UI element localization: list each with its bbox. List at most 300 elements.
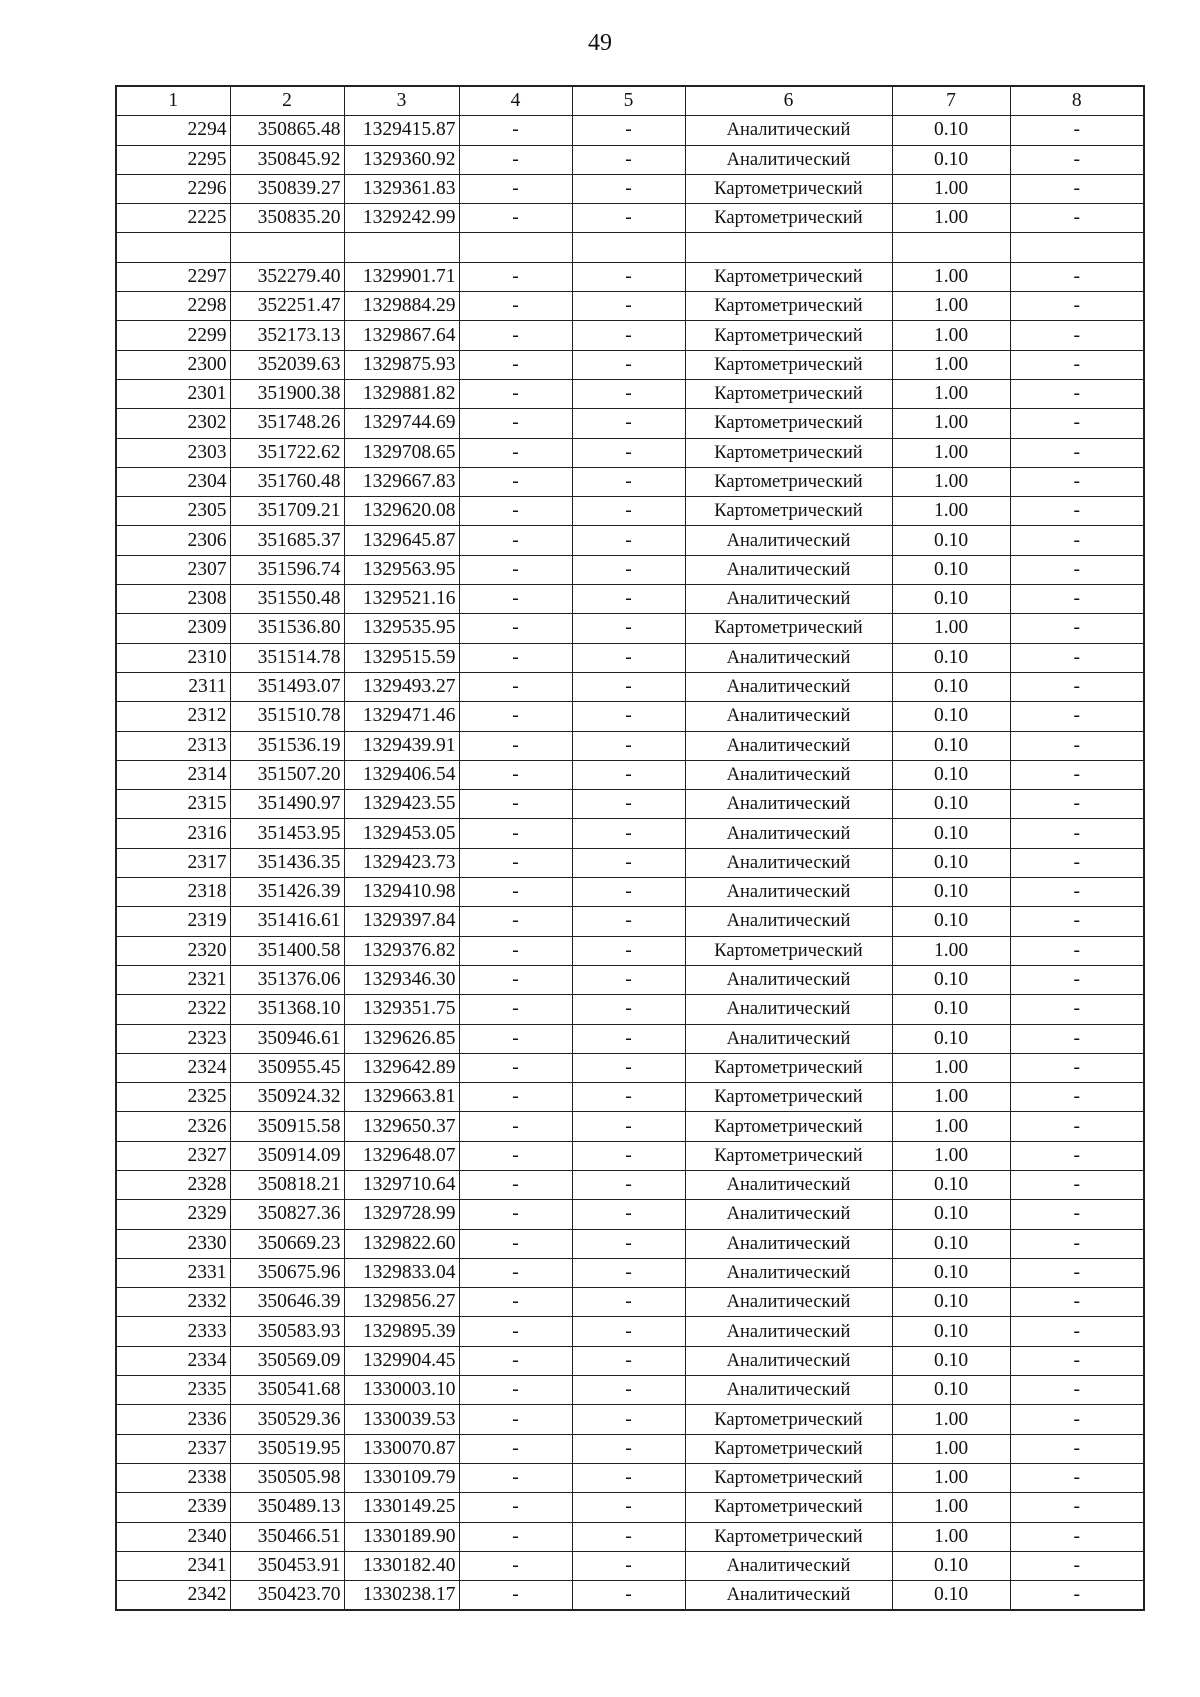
col5-cell: - xyxy=(572,848,685,877)
header-row xyxy=(116,86,1144,116)
accuracy-cell: 1.00 xyxy=(892,204,1010,233)
method-cell: Картометрический xyxy=(685,262,892,291)
x-coordinate-cell: 351493.07 xyxy=(230,672,344,701)
y-coordinate-cell: 1329242.99 xyxy=(344,204,459,233)
x-coordinate-cell: 351748.26 xyxy=(230,409,344,438)
method-cell: Аналитический xyxy=(685,1581,892,1611)
col8-cell: - xyxy=(1010,1053,1144,1082)
y-coordinate-cell: 1329360.92 xyxy=(344,145,459,174)
point-number-cell: 2297 xyxy=(116,262,230,291)
col5-cell: - xyxy=(572,409,685,438)
x-coordinate-cell: 350924.32 xyxy=(230,1083,344,1112)
col8-cell: - xyxy=(1010,731,1144,760)
point-number-cell: 2317 xyxy=(116,848,230,877)
y-coordinate-cell: 1329493.27 xyxy=(344,672,459,701)
y-coordinate-cell: 1329648.07 xyxy=(344,1141,459,1170)
y-coordinate-cell: 1329453.05 xyxy=(344,819,459,848)
table-row xyxy=(116,409,1144,438)
point-number-cell: 2299 xyxy=(116,321,230,350)
accuracy-cell: 0.10 xyxy=(892,672,1010,701)
table-row xyxy=(116,145,1144,174)
y-coordinate-cell: 1330070.87 xyxy=(344,1434,459,1463)
x-coordinate-cell: 350675.96 xyxy=(230,1258,344,1287)
col5-cell: - xyxy=(572,1053,685,1082)
method-cell: Аналитический xyxy=(685,1258,892,1287)
x-coordinate-cell: 351400.58 xyxy=(230,936,344,965)
col8-cell: - xyxy=(1010,643,1144,672)
y-coordinate-cell: 1329744.69 xyxy=(344,409,459,438)
x-coordinate-cell: 351536.19 xyxy=(230,731,344,760)
x-coordinate-cell: 351507.20 xyxy=(230,760,344,789)
point-number-cell: 2318 xyxy=(116,878,230,907)
col5-cell: - xyxy=(572,1493,685,1522)
method-cell: Картометрический xyxy=(685,1463,892,1492)
method-cell: Аналитический xyxy=(685,878,892,907)
col4-cell: - xyxy=(459,1053,572,1082)
y-coordinate-cell: 1329867.64 xyxy=(344,321,459,350)
col4-cell: - xyxy=(459,614,572,643)
y-coordinate-cell: 1330182.40 xyxy=(344,1551,459,1580)
x-coordinate-cell: 352039.63 xyxy=(230,350,344,379)
x-coordinate-cell: 350646.39 xyxy=(230,1288,344,1317)
col8-cell: - xyxy=(1010,1522,1144,1551)
accuracy-cell: 1.00 xyxy=(892,321,1010,350)
accuracy-cell: 1.00 xyxy=(892,438,1010,467)
col4-cell: - xyxy=(459,1024,572,1053)
method-cell: Картометрический xyxy=(685,1141,892,1170)
method-cell: Аналитический xyxy=(685,1170,892,1199)
x-coordinate-cell: 352279.40 xyxy=(230,262,344,291)
accuracy-cell: 1.00 xyxy=(892,1463,1010,1492)
col8-cell: - xyxy=(1010,1346,1144,1375)
col8-cell: - xyxy=(1010,1141,1144,1170)
accuracy-cell: 1.00 xyxy=(892,1434,1010,1463)
table-row xyxy=(116,526,1144,555)
col4-cell: - xyxy=(459,1170,572,1199)
y-coordinate-cell: 1329415.87 xyxy=(344,116,459,145)
col8-cell: - xyxy=(1010,702,1144,731)
accuracy-cell: 0.10 xyxy=(892,731,1010,760)
y-coordinate-cell: 1330149.25 xyxy=(344,1493,459,1522)
col5-cell: - xyxy=(572,438,685,467)
x-coordinate-cell: 350835.20 xyxy=(230,204,344,233)
point-number-cell: 2322 xyxy=(116,995,230,1024)
point-number-cell: 2295 xyxy=(116,145,230,174)
col8-cell: - xyxy=(1010,1200,1144,1229)
col5-cell: - xyxy=(572,1170,685,1199)
col4-cell: - xyxy=(459,350,572,379)
y-coordinate-cell: 1330238.17 xyxy=(344,1581,459,1611)
method-cell: Картометрический xyxy=(685,292,892,321)
col4-cell: - xyxy=(459,1551,572,1580)
y-coordinate-cell: 1329346.30 xyxy=(344,965,459,994)
point-number-cell: 2301 xyxy=(116,379,230,408)
y-coordinate-cell: 1329875.93 xyxy=(344,350,459,379)
coordinates-table xyxy=(115,85,1145,1611)
y-coordinate-cell: 1329901.71 xyxy=(344,262,459,291)
column-header: 5 xyxy=(572,86,685,116)
accuracy-cell: 1.00 xyxy=(892,1493,1010,1522)
col4-cell: - xyxy=(459,819,572,848)
x-coordinate-cell: 350818.21 xyxy=(230,1170,344,1199)
col5-cell: - xyxy=(572,1346,685,1375)
y-coordinate-cell: 1329645.87 xyxy=(344,526,459,555)
y-coordinate-cell: 1330039.53 xyxy=(344,1405,459,1434)
table-row xyxy=(116,438,1144,467)
x-coordinate-cell: 350669.23 xyxy=(230,1229,344,1258)
col4-cell: - xyxy=(459,907,572,936)
point-number-cell: 2334 xyxy=(116,1346,230,1375)
col4-cell: - xyxy=(459,262,572,291)
y-coordinate-cell: 1329822.60 xyxy=(344,1229,459,1258)
col8-cell: - xyxy=(1010,1170,1144,1199)
y-coordinate-cell: 1329439.91 xyxy=(344,731,459,760)
table-row xyxy=(116,1053,1144,1082)
col5-cell: - xyxy=(572,1083,685,1112)
col5-cell: - xyxy=(572,1581,685,1611)
col8-cell: - xyxy=(1010,995,1144,1024)
column-header: 1 xyxy=(116,86,230,116)
col4-cell: - xyxy=(459,1376,572,1405)
accuracy-cell: 0.10 xyxy=(892,1200,1010,1229)
col4-cell: - xyxy=(459,1463,572,1492)
col5-cell: - xyxy=(572,1112,685,1141)
table-row xyxy=(116,731,1144,760)
col4-cell: - xyxy=(459,995,572,1024)
col5-cell: - xyxy=(572,350,685,379)
col8-cell: - xyxy=(1010,1024,1144,1053)
x-coordinate-cell: 351722.62 xyxy=(230,438,344,467)
accuracy-cell: 0.10 xyxy=(892,790,1010,819)
table-row xyxy=(116,1112,1144,1141)
point-number-cell: 2330 xyxy=(116,1229,230,1258)
table-row xyxy=(116,936,1144,965)
accuracy-cell: 0.10 xyxy=(892,526,1010,555)
x-coordinate-cell: 351596.74 xyxy=(230,555,344,584)
col8-cell: - xyxy=(1010,1288,1144,1317)
col5-cell: - xyxy=(572,965,685,994)
col5-cell: - xyxy=(572,585,685,614)
table-row xyxy=(116,497,1144,526)
col5-cell: - xyxy=(572,1522,685,1551)
table-row xyxy=(116,1258,1144,1287)
col4-cell: - xyxy=(459,702,572,731)
y-coordinate-cell: 1330109.79 xyxy=(344,1463,459,1492)
accuracy-cell: 0.10 xyxy=(892,995,1010,1024)
method-cell: Аналитический xyxy=(685,145,892,174)
column-header: 7 xyxy=(892,86,1010,116)
point-number-cell: 2321 xyxy=(116,965,230,994)
accuracy-cell: 1.00 xyxy=(892,936,1010,965)
accuracy-cell: 0.10 xyxy=(892,702,1010,731)
accuracy-cell: 0.10 xyxy=(892,1170,1010,1199)
point-number-cell: 2305 xyxy=(116,497,230,526)
column-header: 6 xyxy=(685,86,892,116)
point-number-cell: 2336 xyxy=(116,1405,230,1434)
col8-cell: - xyxy=(1010,262,1144,291)
table-row xyxy=(116,116,1144,145)
table-row xyxy=(116,1581,1144,1611)
point-number-cell: 2306 xyxy=(116,526,230,555)
method-cell: Аналитический xyxy=(685,585,892,614)
col8-cell: - xyxy=(1010,1434,1144,1463)
method-cell: Аналитический xyxy=(685,1024,892,1053)
accuracy-cell: 1.00 xyxy=(892,350,1010,379)
col4-cell: - xyxy=(459,321,572,350)
col4-cell: - xyxy=(459,1141,572,1170)
method-cell: Картометрический xyxy=(685,1434,892,1463)
accuracy-cell: 0.10 xyxy=(892,1024,1010,1053)
x-coordinate-cell: 350489.13 xyxy=(230,1493,344,1522)
col8-cell xyxy=(1010,233,1144,262)
point-number-cell: 2298 xyxy=(116,292,230,321)
accuracy-cell: 0.10 xyxy=(892,1288,1010,1317)
y-coordinate-cell: 1329515.59 xyxy=(344,643,459,672)
y-coordinate-cell: 1329663.81 xyxy=(344,1083,459,1112)
point-number-cell: 2319 xyxy=(116,907,230,936)
accuracy-cell: 0.10 xyxy=(892,1581,1010,1611)
method-cell: Аналитический xyxy=(685,1288,892,1317)
y-coordinate-cell: 1330003.10 xyxy=(344,1376,459,1405)
method-cell: Картометрический xyxy=(685,1083,892,1112)
accuracy-cell: 0.10 xyxy=(892,1258,1010,1287)
x-coordinate-cell: 350569.09 xyxy=(230,1346,344,1375)
y-coordinate-cell: 1329650.37 xyxy=(344,1112,459,1141)
point-number-cell: 2341 xyxy=(116,1551,230,1580)
point-number-cell: 2324 xyxy=(116,1053,230,1082)
col4-cell: - xyxy=(459,1229,572,1258)
point-number-cell: 2323 xyxy=(116,1024,230,1053)
col5-cell: - xyxy=(572,1288,685,1317)
y-coordinate-cell: 1329708.65 xyxy=(344,438,459,467)
method-cell: Картометрический xyxy=(685,204,892,233)
method-cell: Картометрический xyxy=(685,936,892,965)
col5-cell: - xyxy=(572,1229,685,1258)
accuracy-cell: 0.10 xyxy=(892,878,1010,907)
table-body xyxy=(116,116,1144,1611)
method-cell: Аналитический xyxy=(685,790,892,819)
column-header: 8 xyxy=(1010,86,1144,116)
col8-cell: - xyxy=(1010,878,1144,907)
y-coordinate-cell: 1329710.64 xyxy=(344,1170,459,1199)
y-coordinate-cell: 1329397.84 xyxy=(344,907,459,936)
accuracy-cell: 0.10 xyxy=(892,1376,1010,1405)
col5-cell: - xyxy=(572,467,685,496)
col4-cell: - xyxy=(459,1317,572,1346)
accuracy-cell: 0.10 xyxy=(892,643,1010,672)
method-cell: Аналитический xyxy=(685,731,892,760)
col4-cell: - xyxy=(459,409,572,438)
point-number-cell: 2342 xyxy=(116,1581,230,1611)
method-cell xyxy=(685,233,892,262)
method-cell: Картометрический xyxy=(685,467,892,496)
x-coordinate-cell: 350541.68 xyxy=(230,1376,344,1405)
table-row xyxy=(116,614,1144,643)
col5-cell: - xyxy=(572,1463,685,1492)
col4-cell: - xyxy=(459,965,572,994)
point-number-cell: 2329 xyxy=(116,1200,230,1229)
table-row xyxy=(116,1434,1144,1463)
table-row xyxy=(116,1170,1144,1199)
accuracy-cell: 1.00 xyxy=(892,497,1010,526)
x-coordinate-cell: 351760.48 xyxy=(230,467,344,496)
col8-cell: - xyxy=(1010,350,1144,379)
col5-cell: - xyxy=(572,760,685,789)
x-coordinate-cell: 352251.47 xyxy=(230,292,344,321)
y-coordinate-cell: 1329406.54 xyxy=(344,760,459,789)
accuracy-cell: 1.00 xyxy=(892,1141,1010,1170)
x-coordinate-cell: 351490.97 xyxy=(230,790,344,819)
table-row xyxy=(116,1083,1144,1112)
col4-cell: - xyxy=(459,438,572,467)
point-number-cell: 2313 xyxy=(116,731,230,760)
accuracy-cell: 0.10 xyxy=(892,760,1010,789)
table-row xyxy=(116,672,1144,701)
point-number-cell: 2326 xyxy=(116,1112,230,1141)
y-coordinate-cell: 1329521.16 xyxy=(344,585,459,614)
y-coordinate-cell: 1330189.90 xyxy=(344,1522,459,1551)
col4-cell: - xyxy=(459,1581,572,1611)
col5-cell: - xyxy=(572,1141,685,1170)
y-coordinate-cell: 1329728.99 xyxy=(344,1200,459,1229)
x-coordinate-cell: 350946.61 xyxy=(230,1024,344,1053)
x-coordinate-cell: 352173.13 xyxy=(230,321,344,350)
point-number-cell: 2311 xyxy=(116,672,230,701)
col8-cell: - xyxy=(1010,292,1144,321)
col4-cell: - xyxy=(459,848,572,877)
method-cell: Аналитический xyxy=(685,1229,892,1258)
point-number-cell: 2302 xyxy=(116,409,230,438)
col5-cell: - xyxy=(572,321,685,350)
page-number: 49 xyxy=(588,30,612,56)
y-coordinate-cell: 1329884.29 xyxy=(344,292,459,321)
col4-cell: - xyxy=(459,1493,572,1522)
accuracy-cell: 0.10 xyxy=(892,555,1010,584)
y-coordinate-cell: 1329626.85 xyxy=(344,1024,459,1053)
x-coordinate-cell: 351368.10 xyxy=(230,995,344,1024)
y-coordinate-cell: 1329833.04 xyxy=(344,1258,459,1287)
table-row xyxy=(116,790,1144,819)
col8-cell: - xyxy=(1010,497,1144,526)
table-row xyxy=(116,1522,1144,1551)
point-number-cell: 2338 xyxy=(116,1463,230,1492)
col8-cell: - xyxy=(1010,379,1144,408)
method-cell: Аналитический xyxy=(685,848,892,877)
accuracy-cell: 1.00 xyxy=(892,1112,1010,1141)
method-cell: Аналитический xyxy=(685,1346,892,1375)
y-coordinate-cell: 1329423.55 xyxy=(344,790,459,819)
accuracy-cell: 1.00 xyxy=(892,1522,1010,1551)
col8-cell: - xyxy=(1010,321,1144,350)
accuracy-cell: 0.10 xyxy=(892,145,1010,174)
col4-cell: - xyxy=(459,936,572,965)
method-cell: Аналитический xyxy=(685,995,892,1024)
col8-cell: - xyxy=(1010,438,1144,467)
col5-cell: - xyxy=(572,174,685,203)
y-coordinate-cell: 1329535.95 xyxy=(344,614,459,643)
col8-cell: - xyxy=(1010,1083,1144,1112)
method-cell: Аналитический xyxy=(685,526,892,555)
point-number-cell: 2315 xyxy=(116,790,230,819)
col8-cell: - xyxy=(1010,936,1144,965)
table-row xyxy=(116,204,1144,233)
x-coordinate-cell: 350453.91 xyxy=(230,1551,344,1580)
table-row xyxy=(116,1346,1144,1375)
y-coordinate-cell: 1329667.83 xyxy=(344,467,459,496)
method-cell: Аналитический xyxy=(685,965,892,994)
x-coordinate-cell: 350915.58 xyxy=(230,1112,344,1141)
col4-cell: - xyxy=(459,526,572,555)
col5-cell: - xyxy=(572,1376,685,1405)
col4-cell: - xyxy=(459,1200,572,1229)
col5-cell: - xyxy=(572,116,685,145)
col5-cell: - xyxy=(572,526,685,555)
accuracy-cell: 0.10 xyxy=(892,1317,1010,1346)
table-row xyxy=(116,1317,1144,1346)
col8-cell: - xyxy=(1010,555,1144,584)
x-coordinate-cell: 350845.92 xyxy=(230,145,344,174)
point-number-cell: 2335 xyxy=(116,1376,230,1405)
accuracy-cell: 1.00 xyxy=(892,379,1010,408)
table-row xyxy=(116,878,1144,907)
col4-cell: - xyxy=(459,467,572,496)
col5-cell: - xyxy=(572,790,685,819)
col8-cell: - xyxy=(1010,1229,1144,1258)
table-row xyxy=(116,292,1144,321)
table-row xyxy=(116,848,1144,877)
accuracy-cell: 0.10 xyxy=(892,907,1010,936)
table-row xyxy=(116,1200,1144,1229)
y-coordinate-cell: 1329895.39 xyxy=(344,1317,459,1346)
y-coordinate-cell: 1329642.89 xyxy=(344,1053,459,1082)
point-number-cell: 2333 xyxy=(116,1317,230,1346)
col5-cell: - xyxy=(572,1317,685,1346)
y-coordinate-cell: 1329620.08 xyxy=(344,497,459,526)
table-row xyxy=(116,702,1144,731)
col8-cell: - xyxy=(1010,585,1144,614)
point-number-cell: 2340 xyxy=(116,1522,230,1551)
point-number-cell: 2328 xyxy=(116,1170,230,1199)
accuracy-cell: 0.10 xyxy=(892,116,1010,145)
col8-cell: - xyxy=(1010,965,1144,994)
col8-cell: - xyxy=(1010,174,1144,203)
col4-cell: - xyxy=(459,1112,572,1141)
column-header: 2 xyxy=(230,86,344,116)
col8-cell: - xyxy=(1010,672,1144,701)
col5-cell: - xyxy=(572,614,685,643)
col5-cell: - xyxy=(572,497,685,526)
method-cell: Картометрический xyxy=(685,174,892,203)
method-cell: Аналитический xyxy=(685,555,892,584)
x-coordinate-cell: 351709.21 xyxy=(230,497,344,526)
accuracy-cell: 1.00 xyxy=(892,262,1010,291)
col5-cell: - xyxy=(572,1434,685,1463)
point-number-cell: 2304 xyxy=(116,467,230,496)
col4-cell: - xyxy=(459,204,572,233)
table-row xyxy=(116,233,1144,262)
point-number-cell: 2325 xyxy=(116,1083,230,1112)
col8-cell: - xyxy=(1010,1112,1144,1141)
col8-cell: - xyxy=(1010,116,1144,145)
x-coordinate-cell: 351453.95 xyxy=(230,819,344,848)
method-cell: Картометрический xyxy=(685,350,892,379)
col8-cell: - xyxy=(1010,1493,1144,1522)
accuracy-cell xyxy=(892,233,1010,262)
table-row xyxy=(116,262,1144,291)
accuracy-cell: 1.00 xyxy=(892,1083,1010,1112)
col5-cell xyxy=(572,233,685,262)
x-coordinate-cell: 350827.36 xyxy=(230,1200,344,1229)
